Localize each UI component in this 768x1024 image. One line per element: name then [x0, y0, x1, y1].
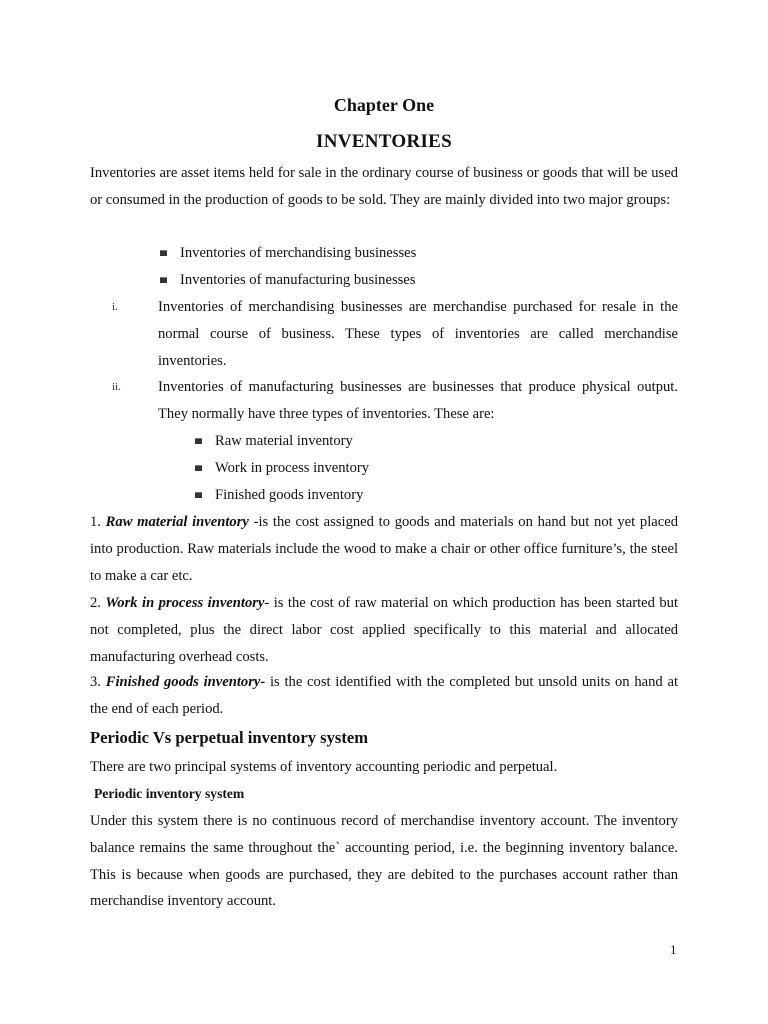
list-item: Raw material inventory [193, 428, 678, 455]
list-item: Work in process inventory [193, 455, 678, 482]
square-bullet-icon [195, 492, 202, 498]
term-finished-goods: Finished goods inventory- [105, 674, 266, 690]
square-bullet-icon [160, 277, 167, 283]
section-heading: Periodic Vs perpetual inventory system [90, 728, 369, 747]
page-number: 1 [670, 942, 677, 957]
merchandising-paragraph: Inventories of merchandising businesses are merchandise purchased for resale in the normal course of business. These types of inventories are called merchandise inventories. [158, 299, 678, 369]
periodic-system-paragraph: Under this system there is no continuous record of merchandise inventory account. The inventory balance remains the same throughout the` accounting period, i.e. the beginning inventory balance. This is because when goods are purchased, they are debited to the purchases account rather than merchandise inventory account. [90, 813, 678, 910]
term-work-in-process: Work in process inventory [105, 595, 265, 611]
list-marker-ii: ii. [112, 381, 121, 393]
square-bullet-icon [195, 465, 202, 471]
square-bullet-icon [160, 250, 167, 256]
list-item: Inventories of manufacturing businesses [158, 267, 678, 294]
chapter-subtitle: INVENTORIES [316, 131, 452, 152]
list-marker-i: i. [112, 301, 118, 313]
inventory-types-list [193, 428, 678, 508]
list-item: Finished goods inventory [193, 482, 678, 509]
list-item: Inventories of merchandising businesses [158, 240, 678, 267]
definition-raw-material: 1. Raw material inventory -is the cost assigned to goods and materials on hand but not yet placed into production. Raw materials include the wood to make a chair or other office furniture’s, the steel to make a car etc. [90, 514, 679, 584]
section-intro: There are two principal systems of inventory accounting periodic and perpetual. [90, 759, 558, 775]
square-bullet-icon [195, 438, 202, 444]
definition-finished-goods: 3. Finished goods inventory- is the cost identified with the completed but unsold units on hand at the end of each period. [90, 674, 678, 717]
chapter-title: Chapter One [333, 95, 435, 115]
term-raw-material: Raw material inventory [105, 514, 249, 530]
intro-paragraph: Inventories are asset items held for sale in the ordinary course of business or goods that will be used or consumed in the production of goods to be sold. They are mainly divided into two major groups: [90, 165, 678, 208]
group-list [158, 240, 678, 294]
definition-work-in-process: 2. Work in process inventory- is the cost of raw material on which production has been started but not completed, plus the direct labor cost applied specifically to this material and allocated manufacturing overhead costs. [90, 595, 678, 665]
manufacturing-paragraph: Inventories of manufacturing businesses are businesses that produce physical output. They normally have three types of inventories. These are: [158, 379, 678, 422]
subsection-heading: Periodic inventory system [94, 786, 245, 801]
